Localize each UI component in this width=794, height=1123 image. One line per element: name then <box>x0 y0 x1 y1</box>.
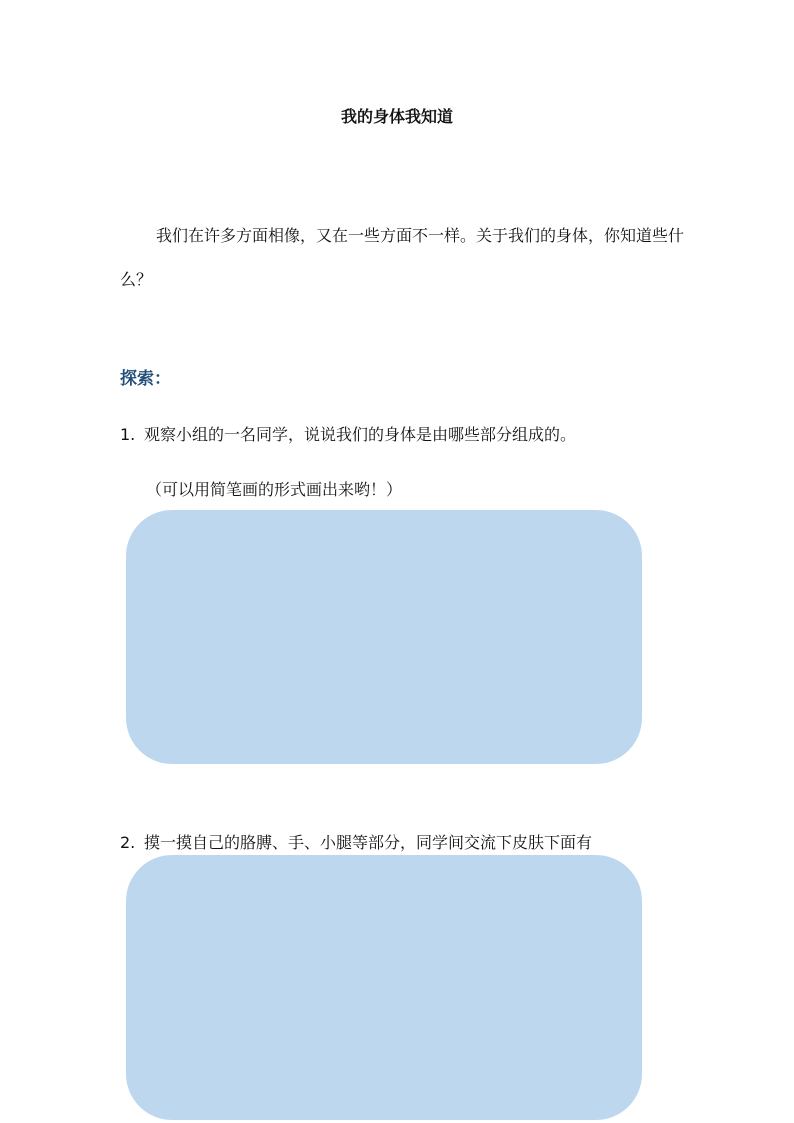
question-1 <box>120 424 576 446</box>
answer-box-1[interactable] <box>126 510 642 764</box>
answer-box-2[interactable] <box>126 855 642 1120</box>
question-1-hint: （可以用简笔画的形式画出来哟！） <box>146 480 403 499</box>
question-2 <box>120 832 592 854</box>
intro-text: 我们在许多方面相像，又在一些方面不一样。关于我们的身体，你知道些什么？ <box>120 226 685 289</box>
intro-paragraph <box>120 214 700 302</box>
question-2-number: 2. <box>120 833 136 852</box>
page-title: 我的身体我知道 <box>340 107 453 126</box>
section-heading-explore: 探索： <box>120 369 171 389</box>
question-2-text: 摸一摸自己的胳膊、手、小腿等部分，同学间交流下皮肤下面有 <box>144 833 593 852</box>
question-1-text: 观察小组的一名同学，说说我们的身体是由哪些部分组成的。 <box>144 425 577 444</box>
question-1-number: 1. <box>120 425 136 444</box>
